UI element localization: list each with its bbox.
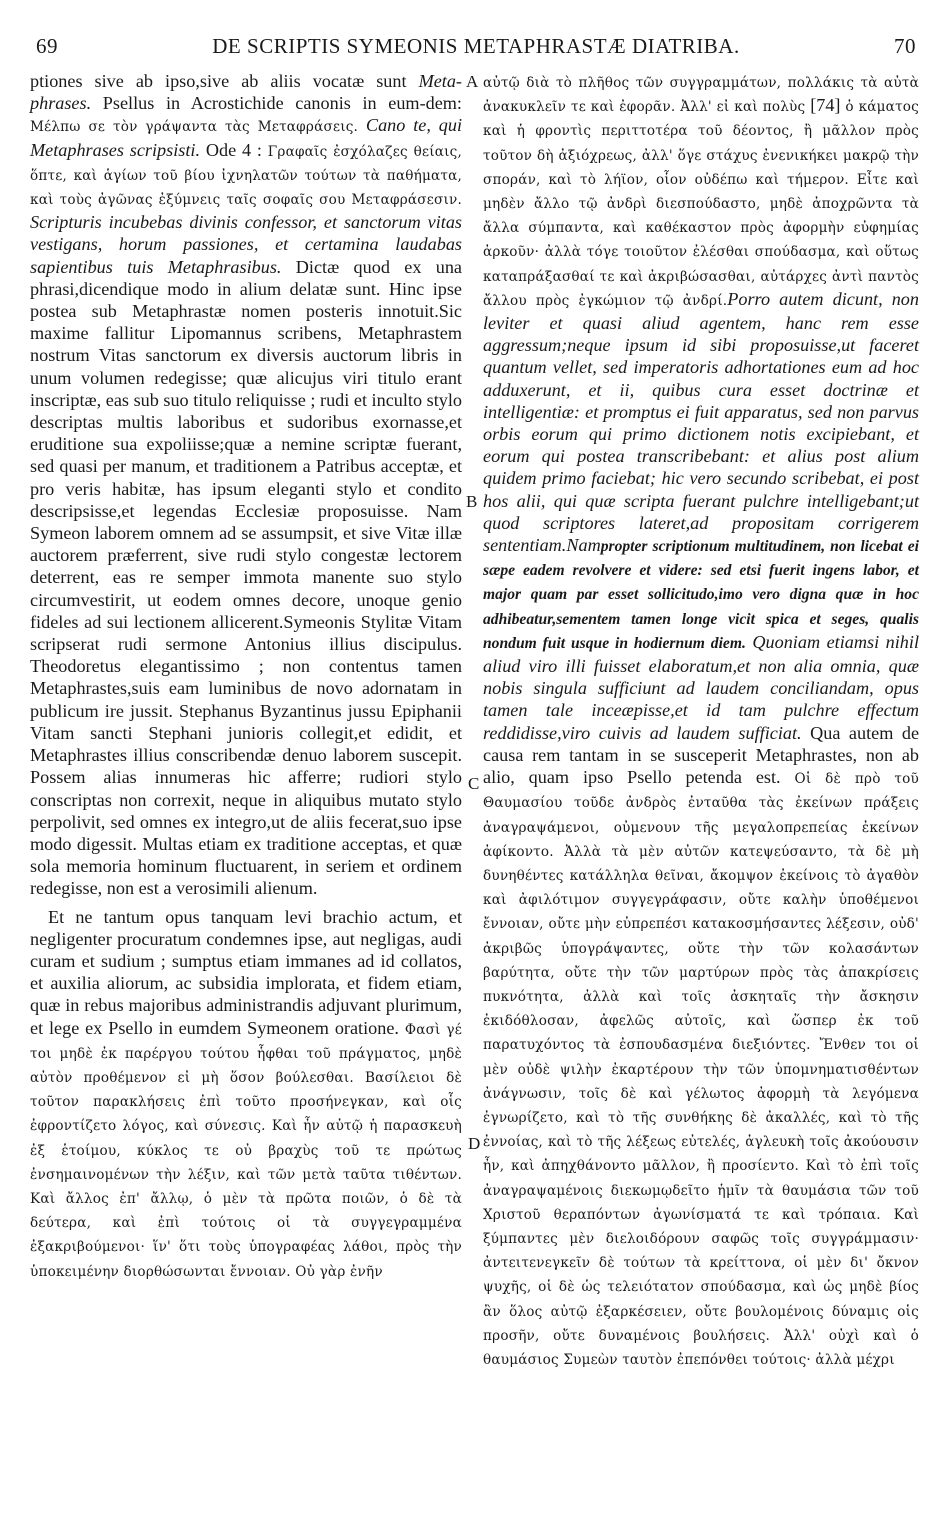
text-run: Meta-phrases. xyxy=(30,71,462,114)
greek-quote: ὁ κάματος καὶ ἡ φροντὶς περιττοτέρα τοῦ δέοντος, ἢ μᾶλλον πρὸς τοῦτον δὴ ἀξιόχρεως, ἀλλ' ὅγε στάχυς ἐνενικήκει μακρῷ τὴν σποράν, καὶ τὸ λήϊον, οἷον οὐδέπω καὶ τήμερον. Εἶτε καὶ μηδὲν ἄλλο τῷ ἀνδρὶ διεσπούδαστο, μηδὲ ἀποχρῶντα τὰ ἄλλα σύμπαντα, καὶ καθέκαστον πρὸς ἀφορμὴν εὐφημίας ἀρκοῦν· ἀλλὰ τόγε τοιοῦτον ἐλέσθαι σπούδασμα, καὶ οὕτως καταπράξασθαί τε καὶ ἀκριβώσασθαι, αὐτάρχες ἀντὶ παντὸς ἄλλου πρὸς ἐγκώμιον τῷ ἀνδρί. xyxy=(483,99,919,309)
text-run: ptiones sive ab ipso,sive ab aliis vocatæ sunt xyxy=(30,71,419,91)
text-run: Ode 4 : xyxy=(200,139,268,160)
page-number-left: 69 xyxy=(36,34,58,58)
greek-quote: Μέλπω σε τὸν γράψαντα τὰς Μεταφράσεις. xyxy=(30,119,359,136)
left-column xyxy=(30,70,462,1283)
latin-translation: Scripturis incubebas divinis confessor, et sanctorum vitas vestigans, horum passiones, et certamina laudabas sapientibus tuis Metaphrasibus. xyxy=(30,212,462,277)
right-paragraph xyxy=(483,70,919,1371)
running-header xyxy=(30,34,922,64)
page-marker: [74] xyxy=(810,95,841,116)
latin-translation: Cano te, qui Metaphrases scripsisti. xyxy=(30,115,462,160)
latin-translation: Quoniam etiamsi nihil aliud viro illi fuisset elaboratum,et non alia omnia, quæ nobis singula sufficiunt ad laudem conciliandam, opus tamen tale inceæpisse,et id tam pulchre effectum reddidisse,viro cuivis ad laudem sufficiat. xyxy=(483,631,919,743)
text-run: Qua autem de causa rem tantam in se susceperit Metaphrastes, non ab alio, quam ipso Psello petenda est. xyxy=(483,722,920,788)
margin-letter-a: A xyxy=(466,72,479,91)
margin-letter-d: D xyxy=(468,1134,481,1153)
margin-letter-b: B xyxy=(466,492,478,511)
latin-translation: Porro autem dicunt, non leviter et quasi aliud agentem, hanc rem esse aggressum;neque ipsum id sibi proposuisse,ut faceret quantum vellet, sed imperatoris adhortationes eum ad hoc adduxerunt, et ii, quibus cura esset doctrinæ et intelligentiæ: et promptus ei fuit apparatus, sed non parvus orbis eorum qui primo dictionem notis excipiebant, et eorum qui postea transcribebant: et alius post alium quidem primo faciebat; hic vero secundo scribebat, ei post hos alii, qui quæ scripta fuerant pulchre intelligebant;ut quod scriptores lateret,ad propositam corrigerem sententiam.Nam xyxy=(483,288,919,556)
left-paragraph-2 xyxy=(30,906,462,1283)
right-column xyxy=(483,70,919,1371)
greek-quote: αὐτῷ διὰ τὸ πλῆθος τῶν συγγραμμάτων, πολλάκις τὰ αὐτὰ ἀνακυκλεῖν τε καὶ ἐφορᾶν. Ἀλλ' εἰ καὶ πολὺς xyxy=(483,75,919,116)
running-title: DE SCRIPTIS SYMEONIS METAPHRASTÆ DIATRIBA. xyxy=(212,34,740,58)
greek-quote: Οἱ δὲ πρὸ τοῦ Θαυμασίου τοῦδε ἀνδρὸς ἐνταῦθα τὰς ἐκείνων πράξεις ἀναγραψάμενοι, οὐμενουν τῆς μεγαλοπρεπείας ἐκείνων ἀφίκοντο. Ἀλλὰ τὰ μὲν αὐτῶν κατεψεύσαντο, τὰ δὲ μὴ δυνηθέντες κατάλληλα θεῖναι, ἄκομψον ἐκείνοις τὸ ἀγαθὸν καὶ ἀφιλότιμον συγγεγράφασιν, οὔτε καλὴν ὑποθέμενοι ἔννοιαν, οὔτε μὴν εὐπρεπέσι κατακοσμήσαντες λέξεσιν, οὐδ' ἀκριβῶς ὑπογράψαντες, οὔτε τὴν τῶν κολασάντων βαρύτητα, οὔτε τὴν τῶν μαρτύρων πρὸς τὰς ἀπακρίσεις πυκνότητα, ἀλλὰ καὶ τοῖς ἀσκηταῖς τὴν ἄσκησιν ἐκιδόθλοσαν, ἀφελῶς αὐτοῖς, καὶ ὥσπερ ἐκ τοῦ παρατυχόντος τὰ ἐσπουδασμένα διεξιόντες. Ἔνθεν τοι οἱ μὲν οὐδὲ ψιλὴν ἐκαρτέρουν τὴν τῶν ὑπομνηματισθέντων ἀνάγνωσιν, τοῖς δὲ καὶ γέλωτος ἀφορμὴ τὰ λεγόμενα ἐγνωρίζετο, καὶ τὸ τῆς συνθήκης δὲ ἀκαλλές, καὶ τὸ τῆς ἐννοίας, καὶ τὸ τῆς λέξεως εὐτελές, ἀγλευκὴ τοῖς ἀκούουσιν ἦν, καὶ ἀπηχθάνοντο μᾶλλον, ἢ προσίεντο. Καὶ τὸ ἐπὶ τοῖς ἀναγραψαμένοις διεκωμῳδεῖτο ἡμῖν τὰ θαυμάσια τῶν τοῦ Χριστοῦ θεραπόντων ἀγωνίσματά τε καὶ τρόπαια. Καὶ ξύμπαντες μὲν διελοιδόρουν σαφῶς τοῖς συγγράμμασιν· ἀντειτενεγκεῖν δὲ τούτων τὰ κρείττονα, οἱ μὲν δι' ὄκνον ψυχῆς, οἱ δὲ ὡς τελειότατον σπούδασμα, καὶ ὡς μηδὲ βίος ἂν ὅλος αὐτῷ ἐξαρκέσειεν, οὔτε βουλομένοις δύναμις οἱς προσῆν, οὔτε δυναμένοις βουλήσεις. Ἀλλ' οὐχὶ καὶ ὁ θαυμάσιος Συμεὼν ταυτὸν ἐπεπόνθει τούτοις· ἀλλὰ μέχρι xyxy=(483,771,919,1368)
text-run: Et ne tantum opus tanquam levi brachio actum, et negligenter procuratum condemnes ipse, aut negligas, audi curam et sudium ; sumptus etiam immanes ad id collatos, et auxilia aliorum, ac subsidia implorata, et fidem etiam, quæ in rebus majoribus administrandis adjuvant plurimum, et lege ex Psello in eumdem Symeonem oratione. xyxy=(30,906,462,1038)
text-run: Psellus in Acrostichide canonis in eum-dem: xyxy=(91,93,462,114)
page-number-right: 70 xyxy=(894,34,916,58)
margin-letter-c: C xyxy=(468,774,480,793)
greek-quote: Φασὶ γέ τοι μηδὲ ἐκ παρέργου τούτου ἧφθαι τοῦ πράγματος, μηδὲ αὐτὸν προθέμενον εἰ μὴ ὅσον βούλεσθαι. Βασίλειοι δὲ τοῦτον παρακλήσεις ἐπὶ τοῦτο προσήνεγκαν, καὶ οἷς ἐφροντίζετο λόγος, καὶ σύνεσις. Καὶ ἦν αὐτῷ ἡ παρασκευὴ ἐξ ἑτοίμου, κύκλος τε οὐ βραχὺς τοῦ τε πρώτως ἐνσημαινομένων τὴν λέξιν, καὶ τῶν μετὰ ταῦτα τιθέντων. Καὶ ἄλλος ἐπ' ἄλλῳ, ὁ μὲν τὰ πρῶτα ποιῶν, ὁ δὲ τὰ δεύτερα, καὶ ἐπὶ τούτοις οἱ τὰ συγγεγραμμένα ἐξακριβούμενοι· ἵν' ὅτι τοὺς ὑπογραφέας λάθοι, πρὸς τὴν ὑποκειμένην διορθώσωνται ἔννοιαν. Οὐ γὰρ ἐνῆν xyxy=(30,1021,462,1280)
greek-quote: Γραφαῖς ἐσχόλαζες θείαις, ὅπτε, καὶ ἁγίων τοῦ βίου ἰχνηλατῶν τούτων τὰ παθήματα, καὶ τοὺς ἀγῶνας ἐξύμνεις ταῖς σοφαῖς σου Μεταφράσεσιν. xyxy=(30,143,462,209)
latin-translation-bold: propter scriptionum multitudinem, non licebat ei sæpe eadem revolvere et videre: sed etsi fuerit ingens labor, et major quam par esset sollicitudo,imo vero digna quæ in hoc adhibeatur,sementem tamen longe vicit spica et seges, qualis nondum fuit usque in hodiernum diem. xyxy=(483,538,919,652)
left-paragraph-1 xyxy=(30,70,462,900)
text-run: Dictæ quod ex una phrasi,dicendique modo in alium delatæ sunt. Hinc ipse postea sub Metaphrastæ nomen posteris innotuit.Sic maxime fallitur Lipomannus scribens, Metaphrastem nostrum Vitas sanctorum ex diversis auctorum libris in unum volumen redegisse; quæ alicujus viri titulo erant inscriptæ, eas sub suo titulo reliquisse ; rudi et inculto stylo descriptas multis laboribus et sudoribus exornasse,et eruditione sua expoliisse;quæ a nemine scriptæ fuerant, sed quasi per manum, et traditionem a Patribus acceptæ, et pro veris habitæ, has ipsum eleganti stylo et condito descripsisse,et legendas Ecclesiæ proposuisse. Nam Symeon laborem omnem ad se assumpsit, et sive Vitæ illæ auctorem præferrent, sive rudi stylo congestæ lectorem deterrent, eas re semper immota manente suo stylo circumvestirit, ut eodem omnes decore, unoque genio fideles ad sui lectionem allicerent.Symeonis Stylitæ Vitam scripserat rudi sermone Antonius illius discipulus. Theodoretus elegantissimo ; non contentus tamen Metaphrastes,suis eam luminibus de novo adornatam in publicum ire jussit. Stephanus Byzantinus jussu Epiphanii Vitam sancti Stephani junioris collegit,et edidit, et Metaphrastes illius conscribendæ denuo laborem suscepit. Possem alias innumeras hic afferre; rudiori stylo conscriptas non correxit, neque in aliquibus mutato stylo perpolivit, sed omnes ex integro,ut de aliis fecerat,suo ipse modo digessit. Multas etiam ex traditione acceptas, et quæ sola memoria hominum fluctuarent, in seriem et ordinem redegisse, non est a verosimili alienum. xyxy=(30,256,462,899)
